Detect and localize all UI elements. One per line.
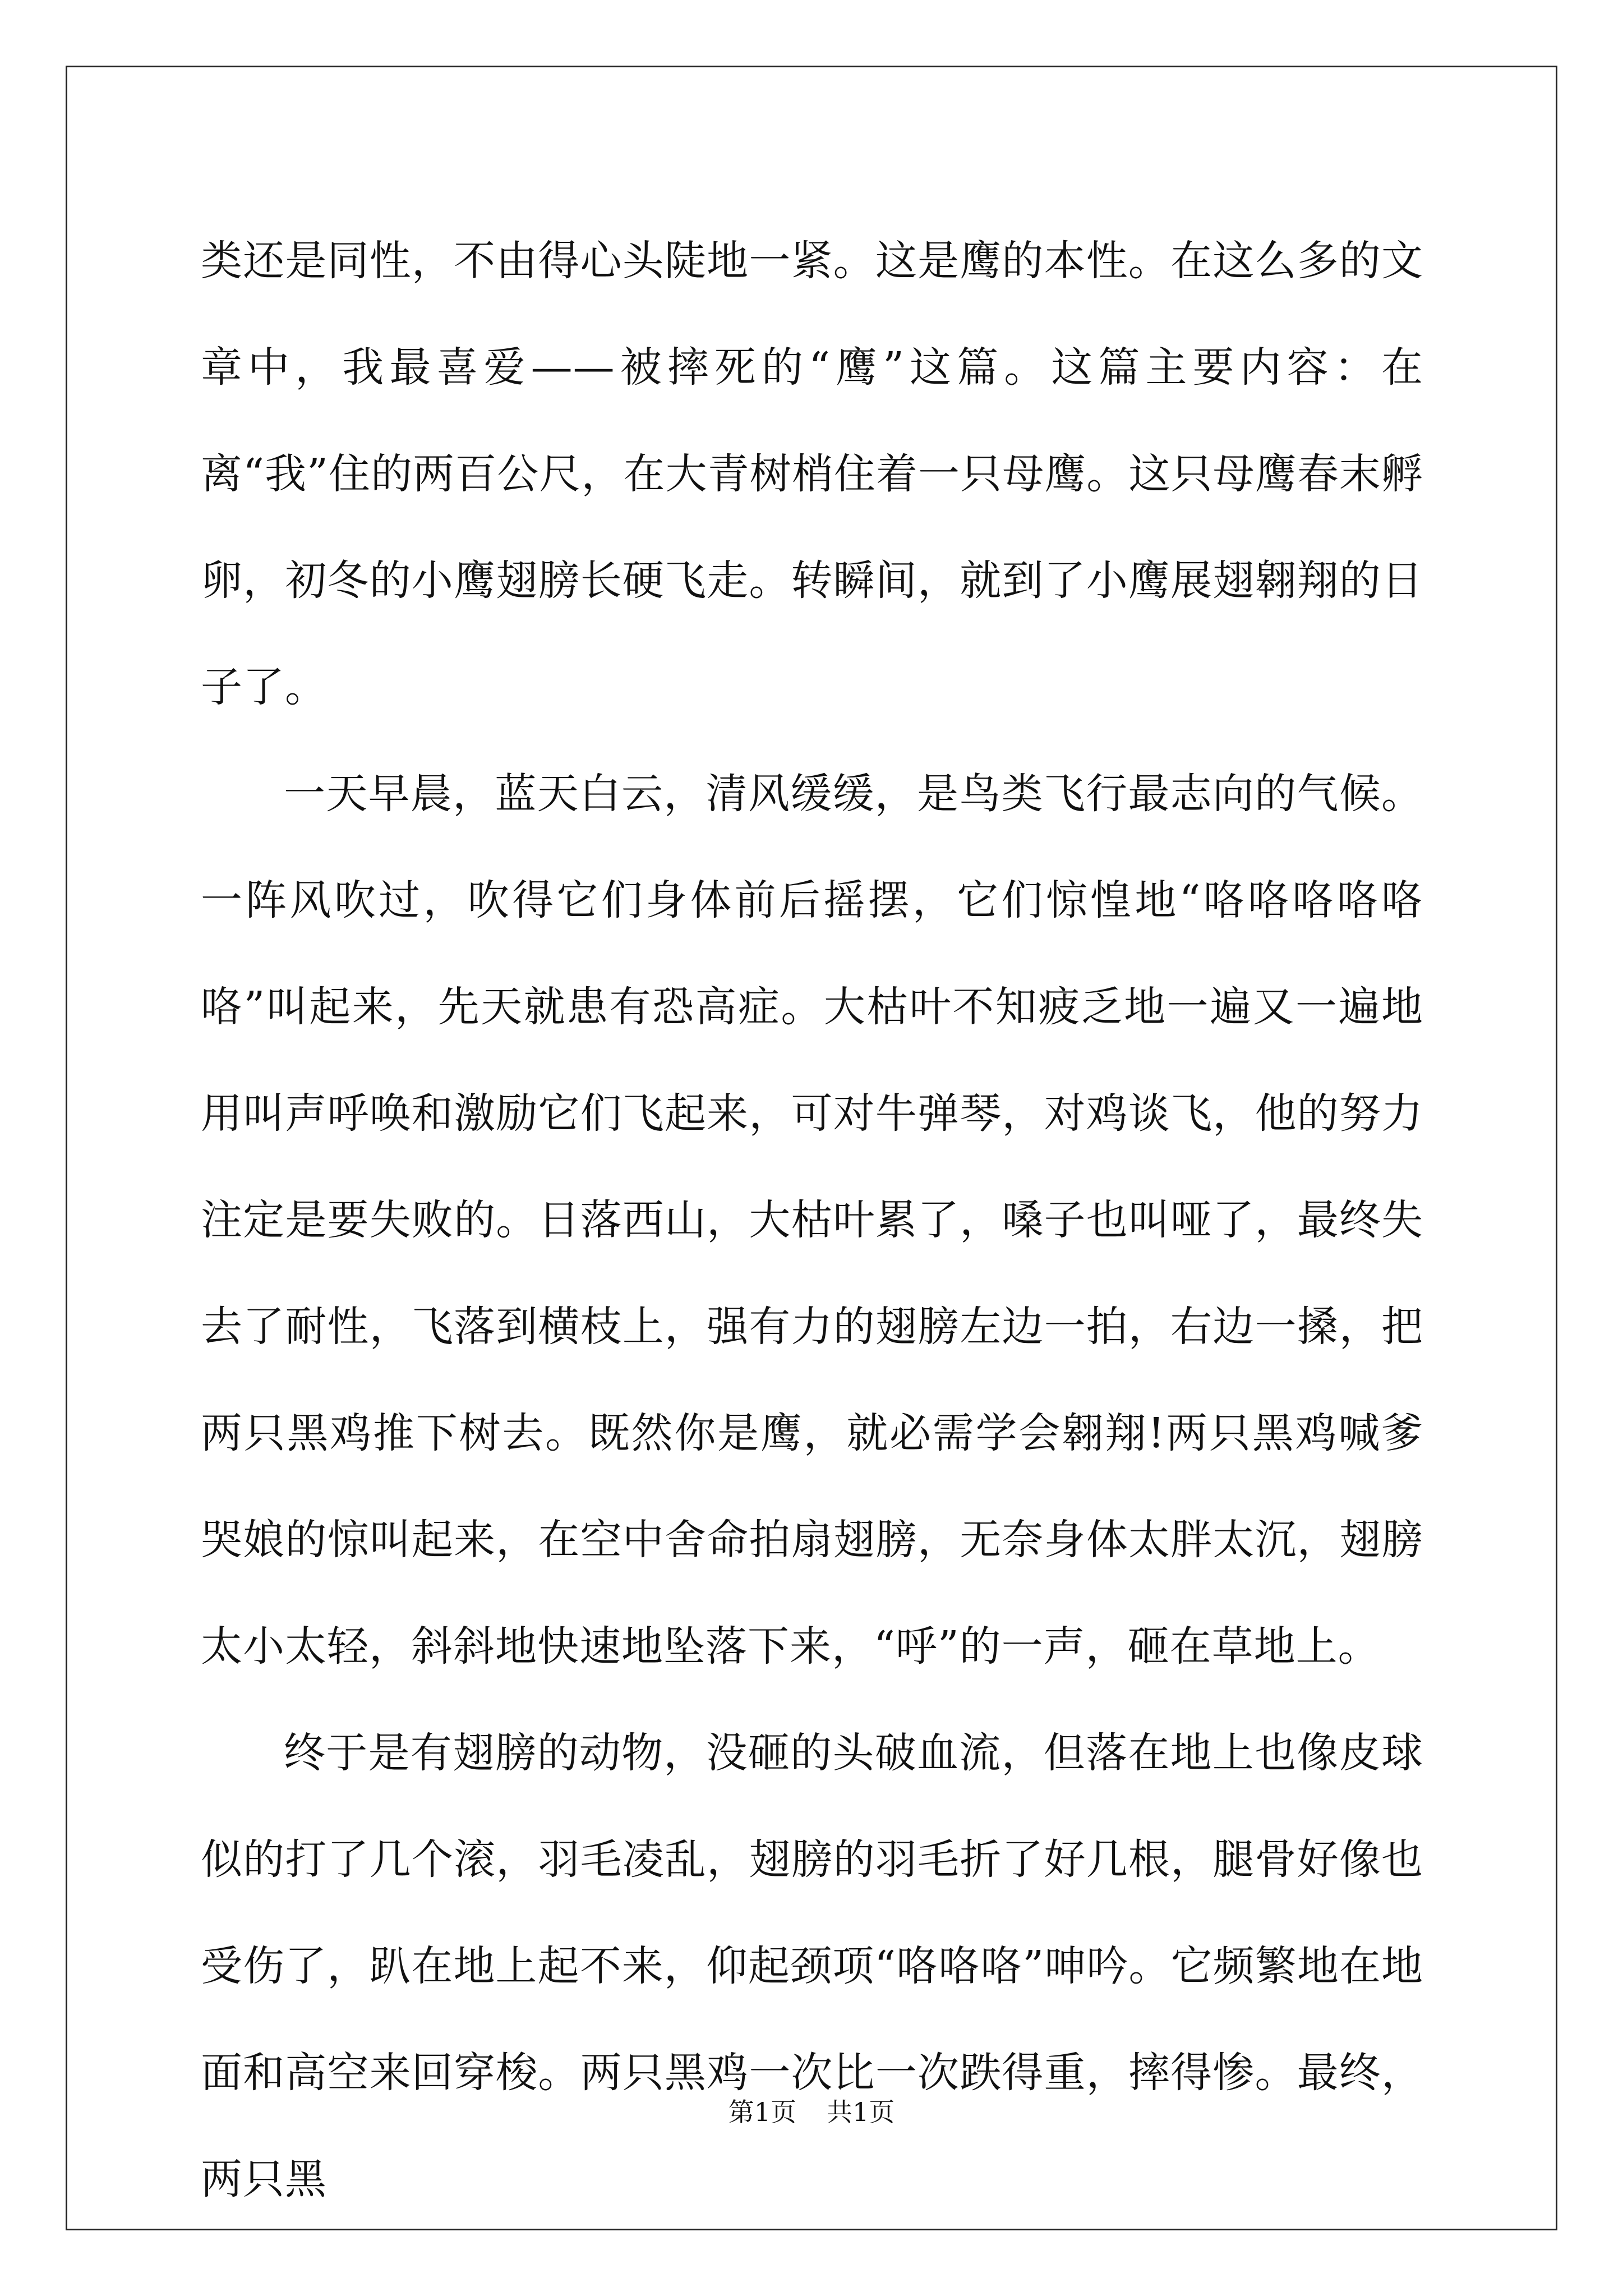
page-footer xyxy=(0,2095,1623,2129)
paragraph-2: 一天早晨，蓝天白云，清风缓缓，是鸟类飞行最志向的气候。 一阵风吹过，吹得它们身体前后摇摆，它们惊惶地“咯咯咯咯咯咯”叫起来，先天就患有恐高症。大枯叶不知疲乏地一遍又一遍地用叫声呼唤和激励它们飞起来，可对牛弹琴，对鸡谈飞，他的努力注定是要失败的。日落西山，大枯叶累了，嗓子也叫哑了，最终失去了耐性，飞落到横枝上，强有力的翅膀左边一拍，右边一搡，把两只黑鸡推下树去。既然你是鹰，就必需学会翱翔!两只黑鸡喊爹哭娘的惊叫起来，在空中舍命拍扇翅膀，无奈身体太胖太沉，翅膀太小太轻，斜斜地快速地坠落下来，“呼”的一声，砸在草地上。 xyxy=(201,770,1423,1671)
paragraph-3: 终于是有翅膀的动物，没砸的头破血流，但落在地上也像皮球似的打了几个滚，羽毛凌乱，翅膀的羽毛折了好几根，腿骨好像也受伤了，趴在地上起不来，仰起颈项“咯咯咯”呻吟。它频繁地在地面和高空来回穿梭。两只黑鸡一次比一次跌得重，摔得惨。最终，两只黑 xyxy=(201,1729,1423,2203)
page-number-total: 共1页 xyxy=(827,2097,895,2127)
page-number-current: 第1页 xyxy=(728,2097,796,2127)
paragraph-1: 类还是同性，不由得心头陡地一紧。这是鹰的本性。在这么多的文章中，我最喜爱——被摔死的“鹰”这篇。这篇主要内容：在离“我”住的两百公尺，在大青树梢住着一只母鹰。这只母鹰春末孵卵，初冬的小鹰翅膀长硬飞走。转瞬间，就到了小鹰展翅翱翔的日子了。 xyxy=(201,237,1423,711)
document-body xyxy=(201,208,1423,2233)
